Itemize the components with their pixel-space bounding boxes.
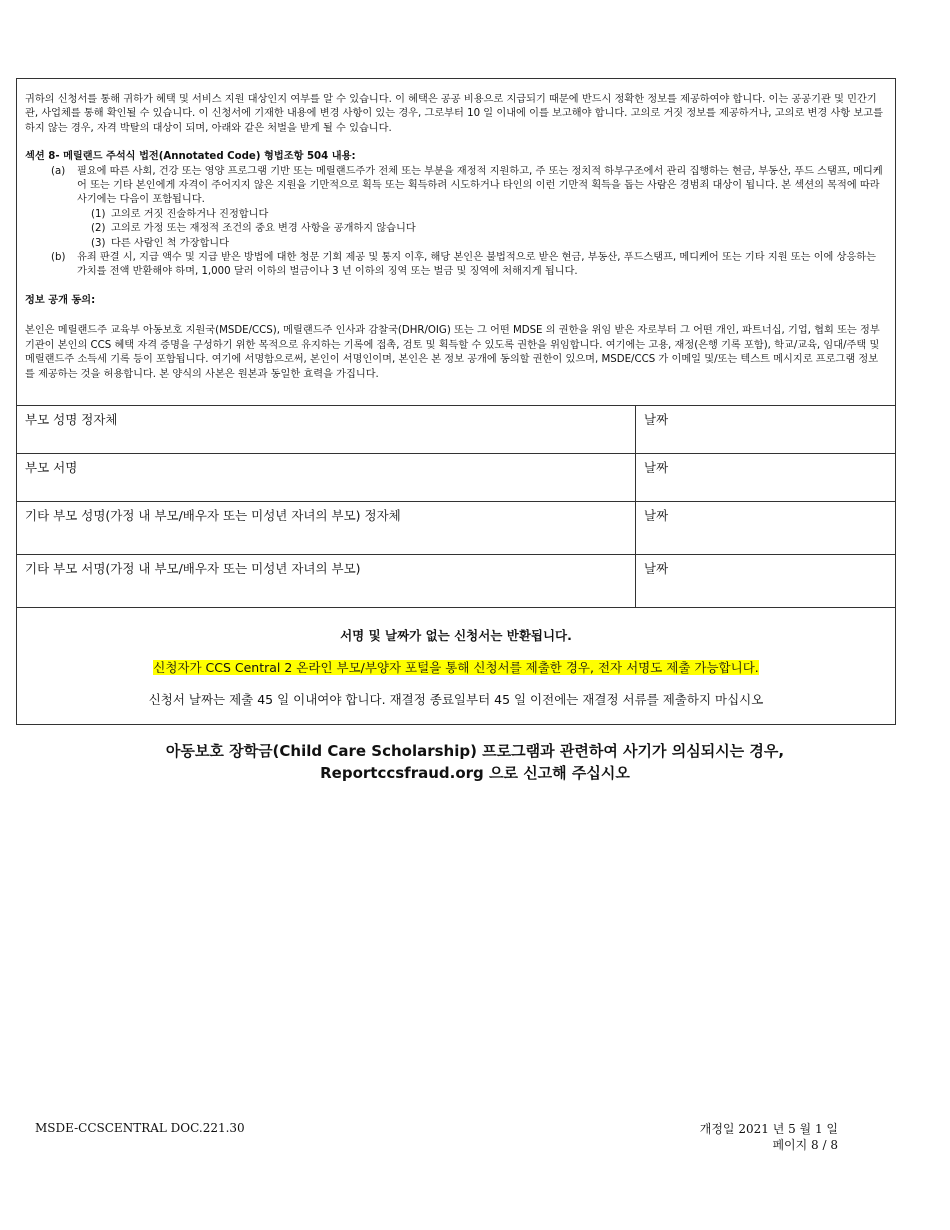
footer-revision-block bbox=[700, 1121, 838, 1153]
application-form-box bbox=[16, 78, 896, 725]
intro-paragraph: 귀하의 신청서를 통해 귀하가 혜택 및 서비스 지원 대상인지 여부를 알 수 있습니다. 이 혜택은 공공 비용으로 지급되기 때문에 반드시 정확한 정보를 제공하여야 합니다. 이는 공공기관 및 민간기관, 사업체를 통해 확인될 수 있습니다. 이 신청서에 기재한 내용에 변경 사항이 있는 경우, 그로부터 10 일 이내에 이를 보고해야 합니다. 고의로 거짓 정보를 제공하거나, 고의로 변경 사항 보고를 하지 않는 경우, 자격 박탈의 대상이 되며, 아래와 같은 처벌을 받게 될 수 있습니다. bbox=[25, 94, 883, 134]
section8-sub-1 bbox=[25, 208, 887, 222]
sub-text: 다른 사람인 척 가장합니다 bbox=[111, 237, 229, 249]
signature-row-parent-signature bbox=[17, 453, 895, 501]
revision-date: 개정일 2021 년 5 월 1 일 bbox=[699, 1122, 838, 1136]
date-label: 날짜 bbox=[644, 412, 669, 427]
submission-notice bbox=[17, 607, 895, 726]
e-signature-notice bbox=[17, 658, 895, 676]
date-requirement-notice: 신청서 날짜는 제출 45 일 이내여야 합니다. 재결정 종료일부터 45 일 이전에는 재결정 서류를 제출하지 마십시오 bbox=[148, 692, 764, 707]
section8-sub-2 bbox=[25, 222, 887, 236]
signature-row-other-parent-signature bbox=[17, 554, 895, 608]
parent-signature-field[interactable] bbox=[17, 454, 636, 501]
date-label: 날짜 bbox=[644, 508, 669, 523]
consent-heading: 정보 공개 동의: bbox=[25, 294, 96, 306]
other-parent-signature-date-field[interactable] bbox=[636, 555, 895, 608]
item-b-text: 유죄 판결 시, 지급 액수 및 지급 받은 방법에 대한 청문 기회 제공 및 통지 이후, 해당 본인은 불법적으로 받은 현금, 부동산, 푸드스탬프, 메디케어 또는 기타 지원 또는 이에 상응하는 가치를 전액 반환해야 하며, 1,000 달러 이하의 벌금이나 3 년 이하의 징역 또는 벌금 및 징역에 처해지게 됩니다. bbox=[77, 252, 876, 278]
parent-name-field[interactable] bbox=[17, 406, 636, 453]
parent-name-label: 부모 성명 정자체 bbox=[25, 412, 118, 427]
legal-text-area bbox=[25, 93, 887, 382]
item-a-text: 필요에 따른 사회, 건강 또는 영양 프로그램 기반 또는 메릴랜드주가 전체 또는 부분을 재정적 지원하고, 주 또는 정치적 하부구조에서 관리 집행하는 현금, 부동산, 푸드 스탬프, 메디케어 또는 기타 본인에게 자격이 주어지지 않은 지원을 기만적으로 획득 또는 획득하려 시도하거나 타인의 이런 기만적 획득을 돕는 사람은 경범죄 대상이 됩니다. 본 섹션의 목적에 따라 사기에는 다음이 포함됩니다. bbox=[77, 165, 883, 206]
sub-text: 고의로 가정 또는 재정적 조건의 중요 변경 사항을 공개하지 않습니다 bbox=[111, 223, 416, 235]
parent-signature-date-field[interactable] bbox=[636, 454, 895, 501]
item-b-mark: (b) bbox=[51, 252, 66, 264]
consent-body: 본인은 메릴랜드주 교육부 아동보호 지원국(MSDE/CCS), 메릴랜드주 인사과 감찰국(DHR/OIG) 또는 그 어떤 MDSE 의 권한을 위임 받은 자로부터 그 어떤 개인, 파트너십, 기업, 협회 또는 정부 기관이 본인의 CCS 혜택 자격 증명을 구성하기 위한 목적으로 유지하는 기록에 접촉, 검토 및 획득할 수 있도록 권한을 위임합니다. 여기에는 고용, 재정(은행 기록 포함), 학교/교육, 임대/주택 및 메릴랜드주 소득세 기록 등이 포함됩니다. 여기에 서명함으로써, 본인이 서명인이며, 본인은 본 정보 공개에 동의할 권한이 있으며, MSDE/CCS 가 이메일 및/또는 텍스트 메시지로 프로그램 정보를 제공하는 것을 허용합니다. 본 양식의 사본은 원본과 동일한 효력을 가집니다. bbox=[25, 325, 880, 380]
fraud-line-1: 아동보호 장학금(Child Care Scholarship) 프로그램과 관련하여 사기가 의심되시는 경우, bbox=[165, 742, 785, 760]
signature-row-other-parent-name bbox=[17, 501, 895, 554]
parent-name-date-field[interactable] bbox=[636, 406, 895, 453]
fraud-report-notice bbox=[0, 740, 950, 784]
highlighted-text: 신청자가 CCS Central 2 온라인 부모/부양자 포털을 통해 신청서를 제출한 경우, 전자 서명도 제출 가능합니다. bbox=[153, 660, 759, 675]
other-parent-signature-field[interactable] bbox=[17, 555, 636, 608]
other-parent-name-field[interactable] bbox=[17, 502, 636, 554]
fraud-line-2: Reportccsfraud.org 으로 신고해 주십시오 bbox=[320, 764, 630, 782]
other-parent-name-date-field[interactable] bbox=[636, 502, 895, 554]
sub-text: 고의로 거짓 진술하거나 진정합니다 bbox=[111, 208, 269, 220]
sub-mark: (2) bbox=[91, 223, 106, 235]
date-label: 날짜 bbox=[644, 561, 669, 576]
sub-mark: (3) bbox=[91, 237, 106, 249]
page-number: 페이지 8 / 8 bbox=[772, 1138, 838, 1152]
item-a-mark: (a) bbox=[51, 165, 66, 177]
sub-mark: (1) bbox=[91, 208, 106, 220]
signature-row-parent-name bbox=[17, 405, 895, 453]
date-label: 날짜 bbox=[644, 460, 669, 475]
section8-item-a bbox=[25, 165, 887, 208]
section8-sub-3 bbox=[25, 237, 887, 251]
parent-signature-label: 부모 서명 bbox=[25, 460, 78, 475]
other-parent-signature-label: 기타 부모 서명(가정 내 부모/배우자 또는 미성년 자녀의 부모) bbox=[25, 561, 361, 576]
section8-heading: 섹션 8- 메릴랜드 주석식 법전(Annotated Code) 형법조항 504 내용: bbox=[25, 151, 356, 163]
section8-item-b bbox=[25, 251, 887, 280]
other-parent-name-label: 기타 부모 성명(가정 내 부모/배우자 또는 미성년 자녀의 부모) 정자체 bbox=[25, 508, 401, 523]
document-id: MSDE-CCSCENTRAL DOC.221.30 bbox=[35, 1121, 245, 1135]
unsigned-return-notice: 서명 및 날짜가 없는 신청서는 반환됩니다. bbox=[340, 628, 572, 643]
